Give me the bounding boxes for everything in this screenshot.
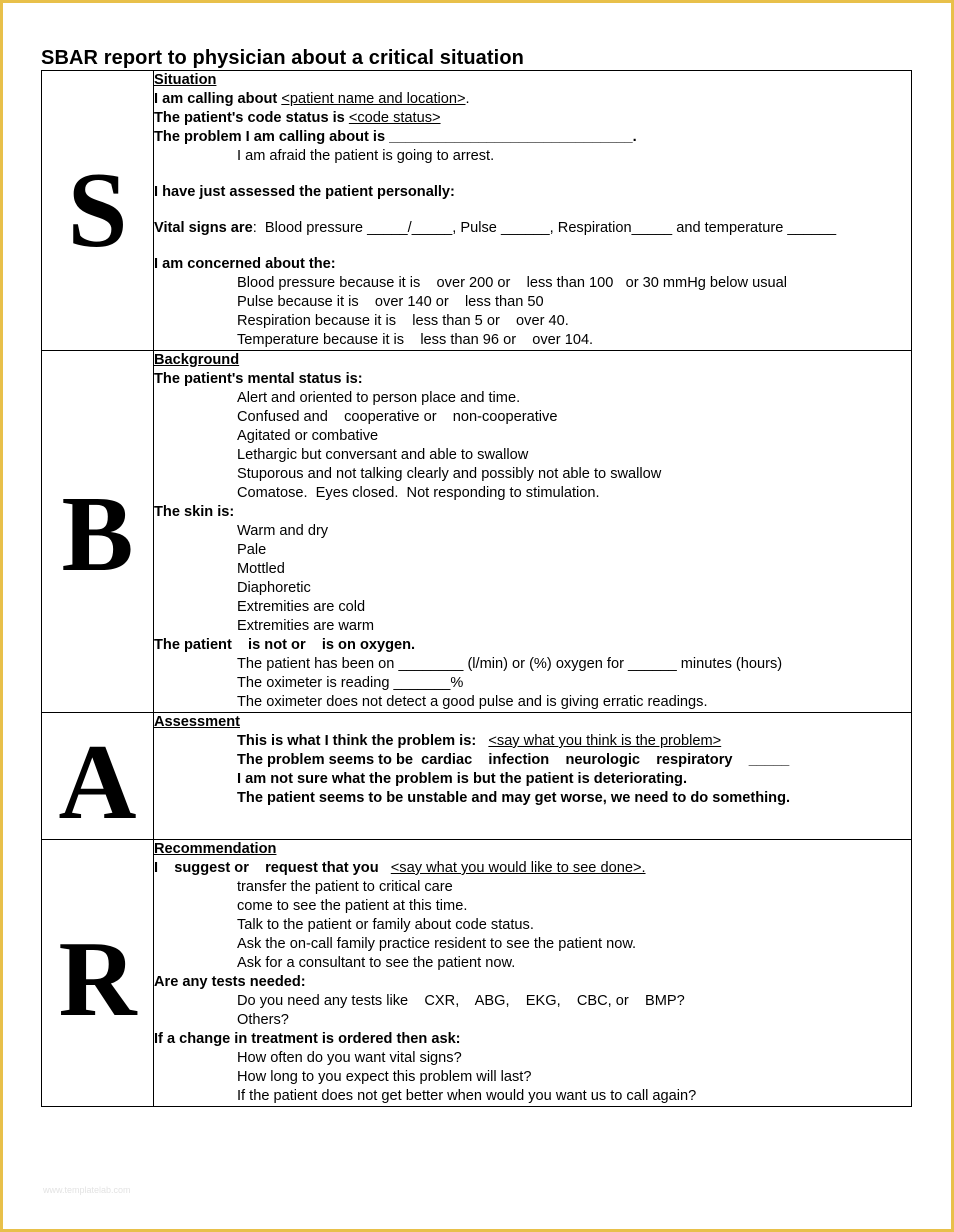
background-heading: Background xyxy=(154,352,240,368)
assessment-letter: A xyxy=(58,723,137,842)
pulse-line: Pulse because it is over 140 or less than 50 xyxy=(237,294,544,310)
background-letter: B xyxy=(61,475,134,594)
change-treatment-line: If a change in treatment is ordered then ask: xyxy=(154,1031,461,1047)
mental-status-option: Agitated or combative xyxy=(237,428,379,444)
code-status-label: The patient's code status is xyxy=(154,110,349,126)
recommendation-heading: Recommendation xyxy=(154,841,277,857)
background-row xyxy=(42,351,912,713)
skin-option: Extremities are warm xyxy=(237,618,375,634)
respiration-line: Respiration because it is less than 5 or over 40. xyxy=(237,313,569,329)
oxygen-detail: The oximeter is reading _______% xyxy=(237,675,464,691)
think-problem-label: This is what I think the problem is: xyxy=(237,733,489,749)
think-problem-value: <say what you think is the problem> xyxy=(488,733,722,749)
situation-letter-cell xyxy=(42,71,154,351)
oxygen-detail: The patient has been on ________ (l/min) or (%) oxygen for ______ minutes (hours) xyxy=(237,656,783,672)
recommendation-option: Ask the on-call family practice resident to see the patient now. xyxy=(237,936,637,952)
temperature-line: Temperature because it is less than 96 or over 104. xyxy=(237,332,594,348)
situation-section xyxy=(154,71,912,351)
calling-about-end: . xyxy=(465,91,470,107)
oxygen-line: The patient is not or is on oxygen. xyxy=(154,637,416,653)
situation-letter: S xyxy=(67,151,128,270)
skin-option: Diaphoretic xyxy=(237,580,311,596)
mental-status-option: Lethargic but conversant and able to swallow xyxy=(237,447,529,463)
assessed-line: I have just assessed the patient personally: xyxy=(154,184,455,200)
recommendation-section xyxy=(154,840,912,1107)
situation-row xyxy=(42,71,912,351)
recommendation-option: transfer the patient to critical care xyxy=(237,879,453,895)
recommendation-letter-cell xyxy=(42,840,154,1107)
background-letter-cell xyxy=(42,351,154,713)
change-question: How often do you want vital signs? xyxy=(237,1050,462,1066)
code-status-value: <code status> xyxy=(348,110,441,126)
skin-option: Mottled xyxy=(237,561,285,577)
bp-line: Blood pressure because it is over 200 or less than 100 or 30 mmHg below usual xyxy=(237,275,787,291)
watermark: www.templatelab.com xyxy=(43,1185,131,1195)
recommendation-option: come to see the patient at this time. xyxy=(237,898,468,914)
calling-about-value: <patient name and location> xyxy=(281,91,466,107)
page-title: SBAR report to physician about a critical situation xyxy=(41,47,524,69)
tests-option: Do you need any tests like CXR, ABG, EKG, CBC, or BMP? xyxy=(237,993,685,1009)
recommendation-option: Talk to the patient or family about code status. xyxy=(237,917,534,933)
recommendation-option: Ask for a consultant to see the patient now. xyxy=(237,955,516,971)
tests-option: Others? xyxy=(237,1012,289,1028)
assessment-heading: Assessment xyxy=(154,714,240,730)
oxygen-detail: The oximeter does not detect a good pulse and is giving erratic readings. xyxy=(237,694,708,710)
calling-about-line xyxy=(154,90,911,109)
change-question: If the patient does not get better when would you want us to call again? xyxy=(237,1088,697,1104)
code-status-line xyxy=(154,109,911,128)
change-question: How long to you expect this problem will last? xyxy=(237,1069,532,1085)
afraid-line: I am afraid the patient is going to arrest. xyxy=(237,148,495,164)
suggest-line xyxy=(154,859,911,878)
spacer xyxy=(154,202,911,219)
mental-status-option: Confused and cooperative or non-cooperative xyxy=(237,409,558,425)
spacer xyxy=(154,166,911,183)
concerned-line: I am concerned about the: xyxy=(154,256,336,272)
not-sure-line: I am not sure what the problem is but the patient is deteriorating. xyxy=(237,771,688,787)
recommendation-row xyxy=(42,840,912,1107)
tests-line: Are any tests needed: xyxy=(154,974,306,990)
assessment-row xyxy=(42,713,912,840)
problem-seems-line: The problem seems to be cardiac infection neurologic respiratory _____ xyxy=(237,752,790,768)
mental-status-option: Comatose. Eyes closed. Not responding to stimulation. xyxy=(237,485,600,501)
assessment-letter-cell xyxy=(42,713,154,840)
unstable-line: The patient seems to be unstable and may get worse, we need to do something. xyxy=(237,790,791,806)
spacer xyxy=(154,238,911,255)
vital-signs-label: Vital signs are xyxy=(154,220,253,236)
situation-heading: Situation xyxy=(154,72,217,88)
mental-status-option: Stuporous and not talking clearly and possibly not able to swallow xyxy=(237,466,662,482)
suggest-label: I suggest or request that you xyxy=(154,860,391,876)
suggest-value: <say what you would like to see done>. xyxy=(390,860,646,876)
assessment-section xyxy=(154,713,912,840)
sbar-table xyxy=(41,70,912,1107)
calling-about-label: I am calling about xyxy=(154,91,282,107)
skin-line: The skin is: xyxy=(154,504,235,520)
vital-signs-line xyxy=(154,219,911,238)
background-section xyxy=(154,351,912,713)
vital-signs-fields: : Blood pressure _____/_____, Pulse ______, Respiration_____ and temperature ______ xyxy=(252,220,837,236)
skin-option: Extremities are cold xyxy=(237,599,366,615)
problem-line: The problem I am calling about is ______________________________. xyxy=(154,129,637,145)
mental-status-option: Alert and oriented to person place and time. xyxy=(237,390,521,406)
skin-option: Warm and dry xyxy=(237,523,329,539)
think-problem-line xyxy=(154,732,911,751)
mental-status-line: The patient's mental status is: xyxy=(154,371,363,387)
skin-option: Pale xyxy=(237,542,267,558)
recommendation-letter: R xyxy=(58,920,137,1039)
